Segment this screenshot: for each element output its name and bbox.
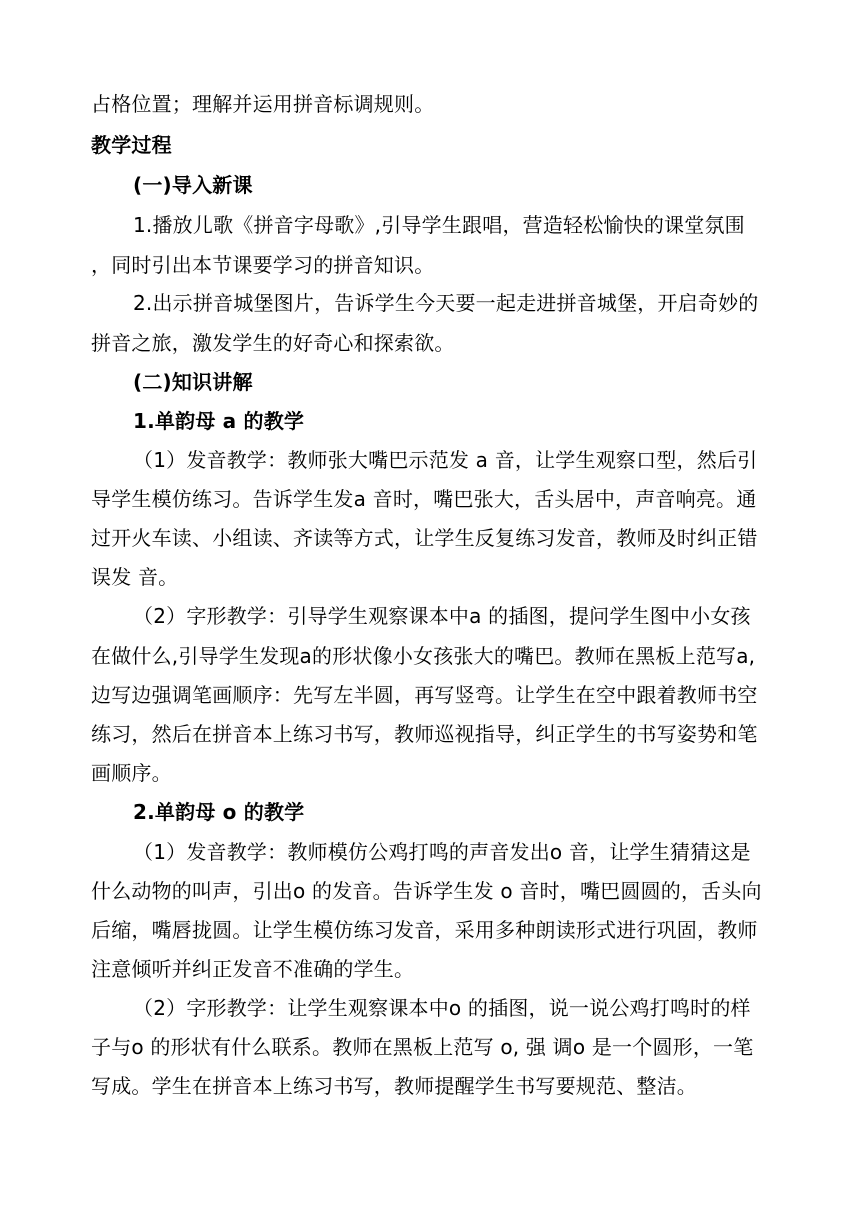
paragraph-line: 拼音之旅，激发学生的好奇心和探索欲。 (91, 331, 455, 355)
paragraph-line: 在做什么,引导学生发现a的形状像小女孩张大的嘴巴。教师在黑板上范写a, (91, 644, 756, 668)
intro-line: 占格位置；理解并运用拼音标调规则。 (91, 92, 435, 116)
paragraph-line: 注意倾听并纠正发音不准确的学生。 (91, 957, 415, 981)
paragraph-line: 练习，然后在拼音本上练习书写，教师巡视指导，纠正学生的书写姿势和笔 (91, 722, 758, 746)
paragraph-line: ，同时引出本节课要学习的拼音知识。 (91, 253, 435, 277)
paragraph-line: 导学生模仿练习。告诉学生发a 音时，嘴巴张大，舌头居中，声音响亮。通 (91, 487, 757, 511)
part2-heading: (二)知识讲解 (133, 370, 253, 394)
sub-a-heading: 1.单韵母 a 的教学 (133, 409, 305, 433)
paragraph-line: 2.出示拼音城堡图片，告诉学生今天要一起走进拼音城堡，开启奇妙的 (133, 291, 759, 315)
part1-heading: (一)导入新课 (133, 173, 253, 197)
paragraph-line: 画顺序。 (91, 761, 172, 785)
paragraph-line: （2）字形教学：引导学生观察课本中a 的插图，提问学生图中小女孩 (133, 604, 751, 628)
paragraph-line: （1）发音教学：教师模仿公鸡打鸣的声音发出o 音，让学生猜猜这是 (133, 840, 751, 864)
paragraph-line: （2）字形教学：让学生观察课本中o 的插图，说一说公鸡打鸣时的样 (133, 996, 751, 1020)
paragraph-line: 过开火车读、小组读、齐读等方式，让学生反复练习发音，教师及时纠正错 (91, 526, 758, 550)
paragraph-line: 什么动物的叫声，引出o 的发音。告诉学生发 o 音时，嘴巴圆圆的，舌头向 (91, 879, 762, 903)
sub-o-heading: 2.单韵母 o 的教学 (133, 800, 305, 824)
paragraph-line: 误发 音。 (91, 565, 179, 589)
section-title: 教学过程 (91, 133, 172, 157)
paragraph-line: （1）发音教学：教师张大嘴巴示范发 a 音，让学生观察口型，然后引 (133, 448, 758, 472)
paragraph-line: 后缩，嘴唇拢圆。让学生模仿练习发音，采用多种朗读形式进行巩固，教师 (91, 918, 758, 942)
paragraph-line: 边写边强调笔画顺序：先写左半圆，再写竖弯。让学生在空中跟着教师书空 (91, 683, 758, 707)
paragraph-line: 写成。学生在拼音本上练习书写，教师提醒学生书写要规范、整洁。 (91, 1074, 697, 1098)
paragraph-line: 子与o 的形状有什么联系。教师在黑板上范写 o, 强 调o 是一个圆形，一笔 (91, 1035, 754, 1059)
paragraph-line: 1.播放儿歌《拼音字母歌》,引导学生跟唱，营造轻松愉快的课堂氛围 (133, 213, 745, 237)
